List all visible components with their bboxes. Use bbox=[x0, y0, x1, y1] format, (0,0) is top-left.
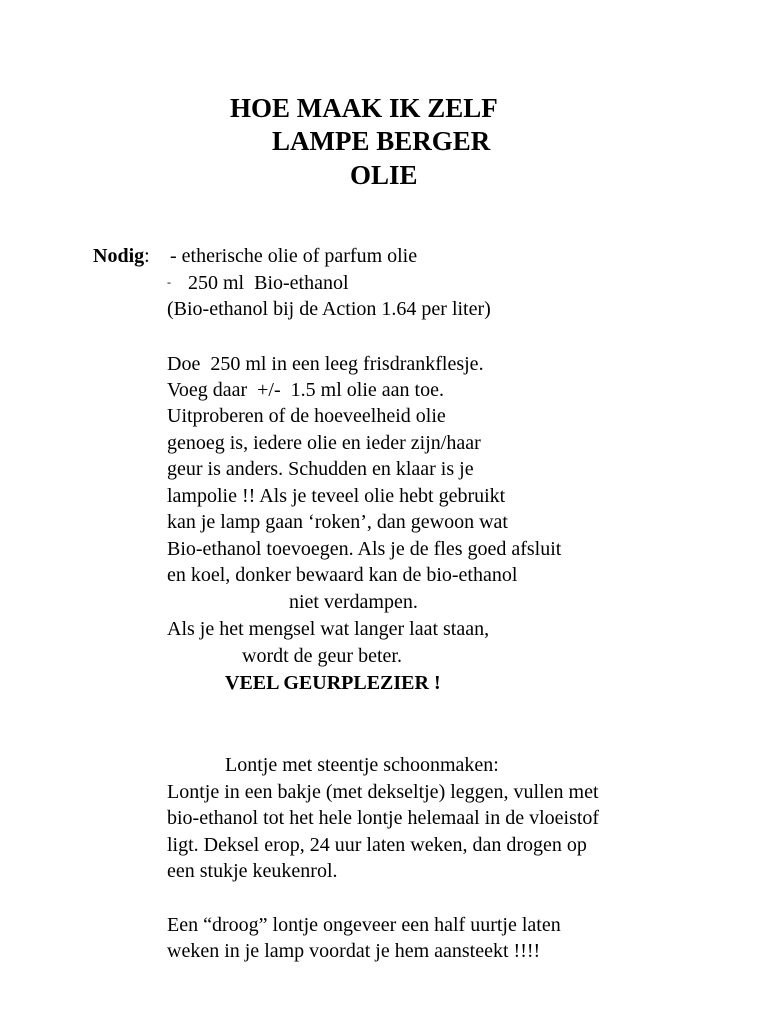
ingredient-item-2-text: 250 ml Bio-ethanol bbox=[188, 272, 349, 294]
ingredients-label: Nodig bbox=[93, 245, 145, 267]
instruction-line: kan je lamp gaan ‘roken’, dan gewoon wat bbox=[167, 511, 508, 533]
instruction-line: geur is anders. Schudden en klaar is je bbox=[167, 458, 474, 480]
title-line-1: HOE MAAK IK ZELF bbox=[230, 93, 498, 123]
cleaning-line: bio-ethanol tot het hele lontje helemaal in de vloeistof bbox=[167, 807, 600, 829]
cleaning-heading: Lontje met steentje schoonmaken: bbox=[225, 754, 499, 776]
instruction-line: genoeg is, iedere olie en ieder zijn/haar bbox=[167, 432, 481, 454]
title-line-2: LAMPE BERGER bbox=[272, 126, 491, 156]
closing-line: VEEL GEURPLEZIER ! bbox=[225, 672, 441, 694]
instruction-line: lampolie !! Als je teveel olie hebt gebruikt bbox=[167, 485, 506, 507]
dry-wick-line: weken in je lamp voordat je hem aansteekt !!!! bbox=[167, 940, 541, 962]
cleaning-line: Lontje in een bakje (met dekseltje) leggen, vullen met bbox=[167, 781, 599, 803]
title-line-3: OLIE bbox=[350, 160, 418, 190]
ingredient-note: (Bio-ethanol bij de Action 1.64 per liter) bbox=[167, 298, 491, 320]
instruction-line: Bio-ethanol toevoegen. Als je de fles goed afsluit bbox=[167, 538, 562, 560]
instruction-line: Voeg daar +/- 1.5 ml olie aan toe. bbox=[167, 379, 444, 401]
ingredient-item-2 bbox=[167, 270, 349, 298]
cleaning-line: een stukje keukenrol. bbox=[167, 860, 338, 882]
instruction-line: Uitproberen of de hoeveelheid olie bbox=[167, 405, 446, 427]
dry-wick-line: Een “droog” lontje ongeveer een half uurtje laten bbox=[167, 914, 561, 936]
instruction-line: wordt de geur beter. bbox=[242, 645, 402, 667]
instruction-line: Doe 250 ml in een leeg frisdrankflesje. bbox=[167, 353, 484, 375]
ingredients-header bbox=[93, 243, 150, 269]
ingredient-item-1: - etherische olie of parfum olie bbox=[170, 245, 418, 267]
cleaning-line: ligt. Deksel erop, 24 uur laten weken, dan drogen op bbox=[167, 834, 587, 856]
instruction-line: niet verdampen. bbox=[289, 591, 418, 613]
ingredients-colon: : bbox=[144, 245, 150, 267]
instruction-line: Als je het mengsel wat langer laat staan, bbox=[167, 618, 490, 640]
ingredient-item-2-bullet: - bbox=[167, 275, 171, 289]
instruction-line: en koel, donker bewaard kan de bio-ethanol bbox=[167, 564, 518, 586]
